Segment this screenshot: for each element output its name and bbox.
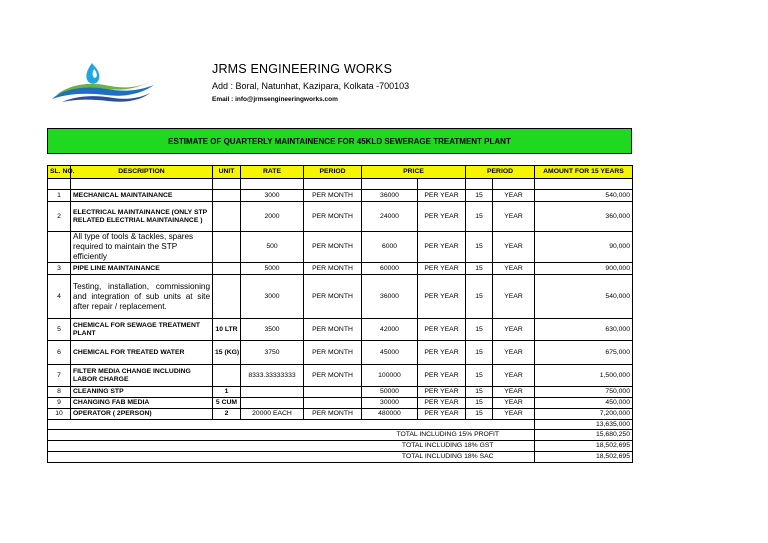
amount-cell: 7,200,000 <box>535 409 633 420</box>
year-unit-cell: YEAR <box>493 190 535 202</box>
period-cell: PER MONTH <box>304 232 362 263</box>
period-cell: PER MONTH <box>304 319 362 341</box>
table-row <box>48 398 633 409</box>
total-label: TOTAL INCLUDING 18% GST <box>362 441 535 452</box>
total-value: 18,502,695 <box>535 452 633 463</box>
price-cell: 36000 <box>362 275 418 319</box>
table-row <box>48 409 633 420</box>
sl-no-cell: 2 <box>48 202 71 232</box>
years-cell: 15 <box>466 190 493 202</box>
rate-cell: 3750 <box>241 341 304 365</box>
sl-no-cell: 9 <box>48 398 71 409</box>
sl-no-cell: 4 <box>48 275 71 319</box>
price-cell: 36000 <box>362 190 418 202</box>
period-cell: PER MONTH <box>304 202 362 232</box>
amount-cell: 750,000 <box>535 387 633 398</box>
price-cell: 24000 <box>362 202 418 232</box>
table-row <box>48 319 633 341</box>
description-cell: MECHANICAL MAINTAINANCE <box>71 190 213 202</box>
price-period-cell: PER YEAR <box>418 263 466 275</box>
sl-no-cell: 7 <box>48 365 71 387</box>
description-cell: All type of tools & tackles, spares required to maintain the STP efficiently <box>71 232 213 263</box>
price-period-cell: PER YEAR <box>418 387 466 398</box>
unit-cell <box>213 190 241 202</box>
total-spacer <box>48 441 362 452</box>
price-period-cell: PER YEAR <box>418 409 466 420</box>
amount-cell: 900,000 <box>535 263 633 275</box>
price-cell: 42000 <box>362 319 418 341</box>
price-period-cell: PER YEAR <box>418 190 466 202</box>
spacer-row <box>48 179 633 190</box>
description-cell: ELECTRICAL MAINTAINANCE (ONLY STP RELATED ELECTRIAL MAINTAINANCE ) <box>71 202 213 232</box>
unit-cell: 10 LTR <box>213 319 241 341</box>
description-cell: CHEMICAL FOR SEWAGE TREATMENT PLANT <box>71 319 213 341</box>
sl-no-cell <box>48 232 71 263</box>
price-period-cell: PER YEAR <box>418 275 466 319</box>
header-period-2: PERIOD <box>466 166 535 179</box>
unit-cell <box>213 263 241 275</box>
amount-cell: 1,500,000 <box>535 365 633 387</box>
price-period-cell: PER YEAR <box>418 341 466 365</box>
table-row <box>48 263 633 275</box>
header-rate: RATE <box>241 166 304 179</box>
table-row <box>48 202 633 232</box>
rate-cell: 20000 EACH <box>241 409 304 420</box>
total-value: 18,502,695 <box>535 441 633 452</box>
amount-cell: 675,000 <box>535 341 633 365</box>
unit-cell: 1 <box>213 387 241 398</box>
amount-cell: 450,000 <box>535 398 633 409</box>
header-unit: UNIT <box>213 166 241 179</box>
total-row <box>48 452 633 463</box>
amount-cell: 90,000 <box>535 232 633 263</box>
header-amount: AMOUNT FOR 15 YEARS <box>535 166 633 179</box>
unit-cell <box>213 365 241 387</box>
years-cell: 15 <box>466 365 493 387</box>
price-period-cell: PER YEAR <box>418 202 466 232</box>
year-unit-cell: YEAR <box>493 275 535 319</box>
total-row <box>48 430 633 441</box>
header-period: PERIOD <box>304 166 362 179</box>
rate-cell: 3500 <box>241 319 304 341</box>
header-description: DESCRIPTION <box>71 166 213 179</box>
year-unit-cell: YEAR <box>493 232 535 263</box>
price-period-cell: PER YEAR <box>418 398 466 409</box>
subtotal-value: 13,635,000 <box>535 420 633 430</box>
description-cell: CHANGING FAB MEDIA <box>71 398 213 409</box>
amount-cell: 540,000 <box>535 190 633 202</box>
rate-cell: 3000 <box>241 275 304 319</box>
year-unit-cell: YEAR <box>493 341 535 365</box>
period-cell <box>304 398 362 409</box>
total-row <box>48 441 633 452</box>
price-cell: 60000 <box>362 263 418 275</box>
price-cell: 50000 <box>362 387 418 398</box>
price-cell: 45000 <box>362 341 418 365</box>
year-unit-cell: YEAR <box>493 319 535 341</box>
rate-cell <box>241 398 304 409</box>
rate-cell: 2000 <box>241 202 304 232</box>
unit-cell <box>213 232 241 263</box>
unit-cell: 5 CUM <box>213 398 241 409</box>
description-cell: OPERATOR ( 2PERSON) <box>71 409 213 420</box>
price-cell: 100000 <box>362 365 418 387</box>
year-unit-cell: YEAR <box>493 398 535 409</box>
unit-cell: 15 (KG) <box>213 341 241 365</box>
amount-cell: 360,000 <box>535 202 633 232</box>
table-row <box>48 275 633 319</box>
sl-no-cell: 10 <box>48 409 71 420</box>
years-cell: 15 <box>466 232 493 263</box>
price-cell: 6000 <box>362 232 418 263</box>
table-row <box>48 190 633 202</box>
sl-no-cell: 6 <box>48 341 71 365</box>
year-unit-cell: YEAR <box>493 263 535 275</box>
price-period-cell: PER YEAR <box>418 232 466 263</box>
subtotal-spacer <box>48 420 535 430</box>
rate-cell <box>241 387 304 398</box>
company-name: JRMS ENGINEERING WORKS <box>212 62 393 76</box>
description-cell: FILTER MEDIA CHANGE INCLUDING LABOR CHARGE <box>71 365 213 387</box>
year-unit-cell: YEAR <box>493 409 535 420</box>
years-cell: 15 <box>466 409 493 420</box>
sl-no-cell: 3 <box>48 263 71 275</box>
total-spacer <box>48 430 362 441</box>
description-cell: CHEMICAL FOR TREATED WATER <box>71 341 213 365</box>
years-cell: 15 <box>466 341 493 365</box>
header-sl-no: SL. NO. <box>48 166 71 179</box>
subtotal-row <box>48 420 633 430</box>
table-row <box>48 341 633 365</box>
period-cell: PER MONTH <box>304 263 362 275</box>
description-cell: PIPE LINE MAINTAINANCE <box>71 263 213 275</box>
table-row <box>48 365 633 387</box>
unit-cell <box>213 275 241 319</box>
table-header-row <box>48 166 633 179</box>
rate-cell: 8333.33333333 <box>241 365 304 387</box>
years-cell: 15 <box>466 398 493 409</box>
period-cell: PER MONTH <box>304 365 362 387</box>
period-cell: PER MONTH <box>304 341 362 365</box>
sl-no-cell: 8 <box>48 387 71 398</box>
unit-cell: 2 <box>213 409 241 420</box>
company-logo <box>48 55 158 110</box>
total-spacer <box>48 452 362 463</box>
amount-cell: 630,000 <box>535 319 633 341</box>
price-cell: 30000 <box>362 398 418 409</box>
sl-no-cell: 1 <box>48 190 71 202</box>
period-cell: PER MONTH <box>304 409 362 420</box>
year-unit-cell: YEAR <box>493 202 535 232</box>
table-row <box>48 387 633 398</box>
years-cell: 15 <box>466 319 493 341</box>
years-cell: 15 <box>466 202 493 232</box>
total-label: TOTAL INCLUDING 18% SAC <box>362 452 535 463</box>
year-unit-cell: YEAR <box>493 365 535 387</box>
year-unit-cell: YEAR <box>493 387 535 398</box>
unit-cell <box>213 202 241 232</box>
sl-no-cell: 5 <box>48 319 71 341</box>
price-cell: 480000 <box>362 409 418 420</box>
price-period-cell: PER YEAR <box>418 319 466 341</box>
table-row <box>48 232 633 263</box>
total-label: TOTAL INCLUDING 15% PROFIT <box>362 430 535 441</box>
description-cell: CLEANING STP <box>71 387 213 398</box>
company-email: Email : info@jrmsengineeringworks.com <box>212 96 338 103</box>
years-cell: 15 <box>466 387 493 398</box>
years-cell: 15 <box>466 275 493 319</box>
period-cell <box>304 387 362 398</box>
estimate-table <box>47 165 633 463</box>
estimate-title: ESTIMATE OF QUARTERLY MAINTAINENCE FOR 45KLD SEWERAGE TREATMENT PLANT <box>47 128 632 154</box>
years-cell: 15 <box>466 263 493 275</box>
price-period-cell: PER YEAR <box>418 365 466 387</box>
amount-cell: 540,000 <box>535 275 633 319</box>
rate-cell: 5000 <box>241 263 304 275</box>
rate-cell: 500 <box>241 232 304 263</box>
header-price: PRICE <box>362 166 466 179</box>
rate-cell: 3000 <box>241 190 304 202</box>
period-cell: PER MONTH <box>304 275 362 319</box>
description-cell: Testing, installation, commissioning and integration of sub units at site after repair / replacement. <box>71 275 213 319</box>
total-value: 15,680,250 <box>535 430 633 441</box>
company-address: Add : Boral, Natunhat, Kazipara, Kolkata -700103 <box>212 81 410 91</box>
period-cell: PER MONTH <box>304 190 362 202</box>
